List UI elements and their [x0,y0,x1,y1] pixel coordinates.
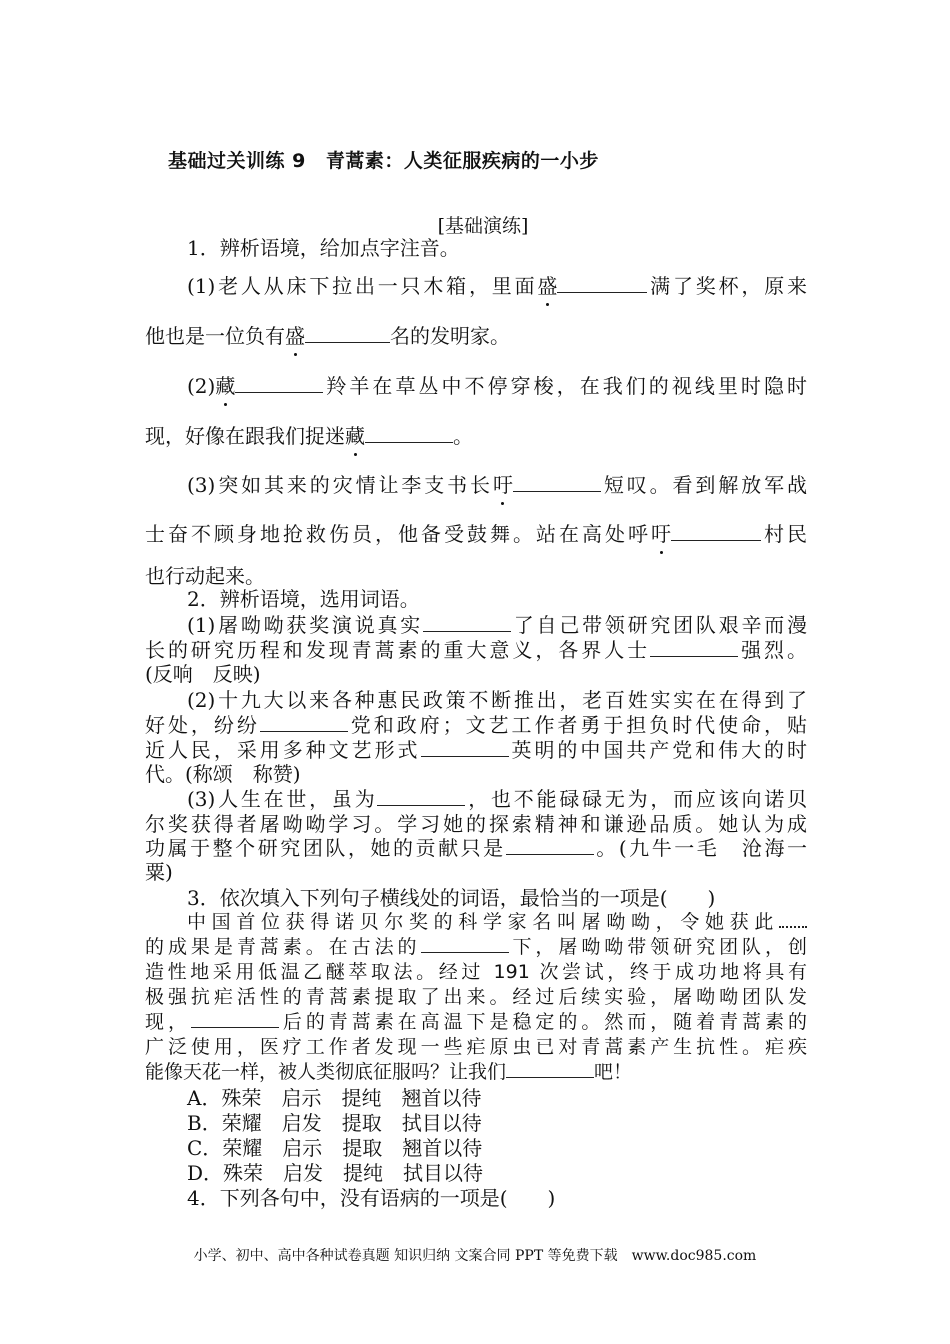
q3-passage-line-5: 现， 后的青蒿素在高温下是稳定的。然而，随着青蒿素的 [145,1011,807,1033]
q2-sentence-3-line-3: 功属于整个研究团队，她的贡献只是 。(九牛一毛 沧海一 [145,836,807,860]
q2-sentence-1-line-1: (1)屠呦呦获奖演说真实 了自己带领研究团队艰辛而漫 [187,613,807,637]
q3-passage-line-4: 极强抗疟活性的青蒿素提取了出来。经过后续实验，屠呦呦团队发 [145,986,807,1008]
q3-passage-line-3: 造性地采用低温乙醚萃取法。经过 191 次尝试，终于成功地将具有 [145,961,807,983]
answer-blank[interactable] [779,909,807,928]
q3-option-a[interactable]: A．殊荣 启示 提纯 翘首以待 [187,1086,482,1110]
q1-sentence-3-line-2: 士奋不顾身地抢救伤员，他备受鼓舞。站在高处呼吁 村民 [145,518,807,547]
q2-sentence-2-line-2: 好处，纷纷 党和政府；文艺工作者勇于担负时代使命，贴 [145,713,808,737]
q2-sentence-3-line-4: 粟) [145,860,173,884]
q3-passage-line-2: 的成果是青蒿素。在古法的 下，屠呦呦带领研究团队，创 [145,936,807,958]
answer-blank[interactable] [650,638,738,657]
answer-blank[interactable] [671,522,761,541]
q3-stem: 3．依次填入下列句子横线处的词语，最恰当的一项是( ) [187,886,716,910]
q2-sentence-3-line-1: (3)人生在世，虽为 ，也不能碌碌无为，而应该向诺贝 [187,787,807,811]
q2-sentence-1-options: (反响 反映) [145,662,261,686]
q3-passage-line-6: 广泛使用，医疗工作者发现一些疟原虫已对青蒿素产生抗性。疟疾 [145,1036,807,1058]
q2-sentence-1-line-2: 长的研究历程和发现青蒿素的重大意义，各界人士 强烈。 [145,638,808,662]
q1-sentence-3-line-1: (3)突如其来的灾情让李支书长吁 短叹。看到解放军战 [187,469,807,498]
q2-stem: 2．辨析语境，选用词语。 [187,587,420,611]
q2-sentence-2-options: 代。(称颂 称赞) [145,762,301,786]
dotted-char-cang: 藏 [215,370,235,399]
page-footer: 小学、初中、高中各种试卷真题 知识归纳 文案合同 PPT 等免费下载 www.doc985.com [193,1248,757,1264]
q1-sentence-3-line-3: 也行动起来。 [145,564,265,588]
q3-option-c[interactable]: C．荣耀 启示 提取 翘首以待 [187,1136,483,1160]
answer-blank[interactable] [377,787,465,806]
answer-blank[interactable] [506,836,594,855]
dotted-char-sheng: 盛 [537,270,557,299]
dotted-char-sheng: 盛 [285,320,305,349]
title-main: 青蒿素：人类征服疾病的一小步 [325,150,599,172]
dotted-char-xu: 吁 [493,469,513,498]
title-prefix: 基础过关训练 9 [168,150,306,172]
q3-passage-line-1: 中国首位获得诺贝尔奖的科学家名叫屠呦呦，令她获此 [187,907,807,934]
answer-blank[interactable] [191,1010,279,1028]
dotted-char-xu: 吁 [651,518,671,547]
q1-sentence-1-line-2: 他也是一位负有盛 名的发明家。 [145,320,807,349]
q2-sentence-3-line-2: 尔奖获得者屠呦呦学习。学习她的探索精神和谦逊品质。她认为成 [145,812,807,836]
answer-blank[interactable] [235,374,323,393]
page-title [168,146,599,173]
answer-blank[interactable] [365,424,453,443]
q1-sentence-1-line-1: (1)老人从床下拉出一只木箱，里面盛 满了奖杯，原来 [187,270,807,299]
answer-blank[interactable] [421,935,509,953]
dotted-char-cang: 藏 [345,420,365,449]
q1-stem: 1．辨析语境，给加点字注音。 [187,236,460,260]
q1-sentence-2-line-2: 现，好像在跟我们捉迷藏 。 [145,420,807,449]
q3-passage-line-7: 能像天花一样，被人类彻底征服吗？让我们 吧！ [145,1061,633,1083]
answer-blank[interactable] [305,324,390,343]
q4-stem: 4．下列各句中，没有语病的一项是( ) [187,1186,556,1210]
answer-blank[interactable] [506,1060,594,1078]
answer-blank[interactable] [421,738,509,757]
q2-sentence-2-line-1: (2)十九大以来各种惠民政策不断推出，老百姓实实在在得到了 [187,688,807,712]
q1-sentence-2-line-1: (2)藏 羚羊在草丛中不停穿梭，在我们的视线里时隐时 [187,370,807,399]
q3-option-d[interactable]: D．殊荣 启发 提纯 拭目以待 [187,1161,484,1185]
answer-blank[interactable] [557,274,647,293]
section-label: [基础演练] [437,215,529,237]
answer-blank[interactable] [513,473,601,492]
q2-sentence-2-line-3: 近人民，采用多种文艺形式 英明的中国共产党和伟大的时 [145,738,808,762]
q3-option-b[interactable]: B．荣耀 启发 提取 拭目以待 [187,1111,482,1135]
answer-blank[interactable] [423,613,511,632]
answer-blank[interactable] [260,713,348,732]
